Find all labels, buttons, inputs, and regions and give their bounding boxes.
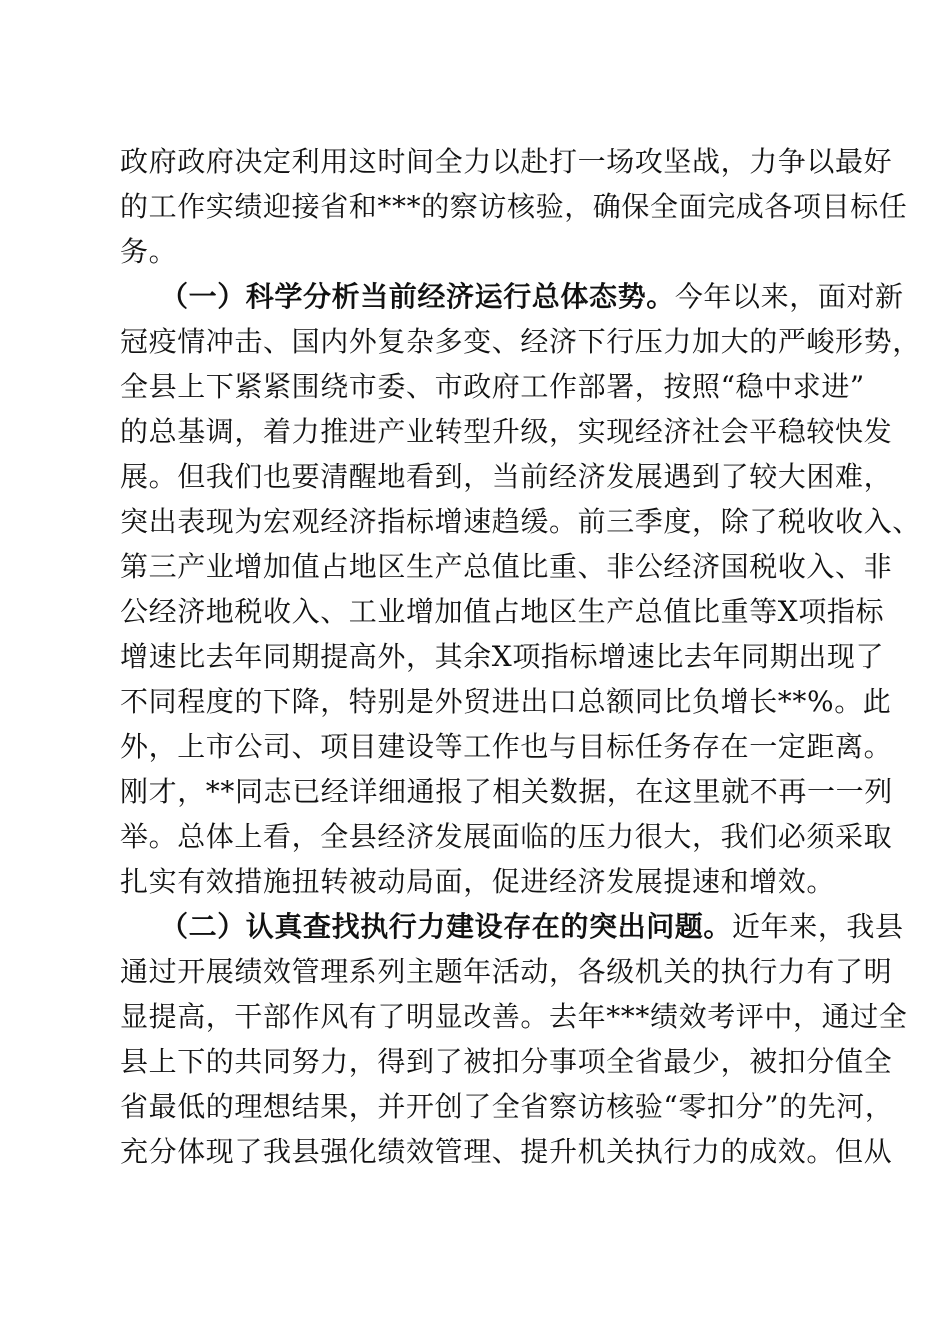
paragraph-line: 的工作实绩迎接省和***的察访核验，确保全面完成各项目标任	[120, 190, 908, 223]
paragraph-line: 增速比去年同期提高外，其余X项指标增速比去年同期出现了	[120, 640, 885, 673]
paragraph-line: 县上下的共同努力，得到了被扣分事项全省最少，被扣分值全	[120, 1045, 893, 1078]
paragraph-line: 务。	[120, 235, 178, 268]
section-1-heading: （一）科学分析当前经济运行总体态势。	[160, 280, 675, 313]
paragraph-line: 全县上下紧紧围绕市委、市政府工作部署，按照“稳中求进”	[120, 370, 865, 403]
section-1-first-line	[120, 274, 904, 319]
paragraph-line: 冠疫情冲击、国内外复杂多变、经济下行压力加大的严峻形势，	[120, 325, 921, 358]
paragraph-line: 通过开展绩效管理系列主题年活动，各级机关的执行力有了明	[120, 955, 893, 988]
paragraph-line: 外，上市公司、项目建设等工作也与目标任务存在一定距离。	[120, 730, 893, 763]
paragraph-line: 公经济地税收入、工业增加值占地区生产总值比重等X项指标	[120, 595, 885, 628]
body-text	[120, 139, 921, 1174]
paragraph-line: 扎实有效措施扭转被动局面，促进经济发展提速和增效。	[120, 865, 836, 898]
section-1-lead: 今年以来，面对新	[674, 280, 904, 313]
paragraph-line: 的总基调，着力推进产业转型升级，实现经济社会平稳较快发	[120, 415, 893, 448]
paragraph-line: 显提高，干部作风有了明显改善。去年***绩效考评中，通过全	[120, 1000, 908, 1033]
section-2-lead: 近年来，我县	[732, 910, 904, 943]
paragraph-line: 不同程度的下降，特别是外贸进出口总额同比负增长**%。此	[120, 685, 892, 718]
section-2-first-line	[120, 904, 904, 949]
paragraph-line: 举。总体上看，全县经济发展面临的压力很大，我们必须采取	[120, 820, 893, 853]
section-2-heading: （二）认真查找执行力建设存在的突出问题。	[160, 910, 733, 943]
paragraph-line: 突出表现为宏观经济指标增速趋缓。前三季度，除了税收收入、	[120, 505, 921, 538]
paragraph-line: 充分体现了我县强化绩效管理、提升机关执行力的成效。但从	[120, 1135, 893, 1168]
paragraph-line: 省最低的理想结果，并开创了全省察访核验“零扣分”的先河，	[120, 1090, 894, 1123]
paragraph-line: 第三产业增加值占地区生产总值比重、非公经济国税收入、非	[120, 550, 893, 583]
paragraph-line: 刚才，**同志已经详细通报了相关数据，在这里就不再一一列	[120, 775, 893, 808]
paragraph-line: 政府政府决定利用这时间全力以赴打一场攻坚战，力争以最好	[120, 145, 893, 178]
paragraph-line: 展。但我们也要清醒地看到，当前经济发展遇到了较大困难，	[120, 460, 893, 493]
